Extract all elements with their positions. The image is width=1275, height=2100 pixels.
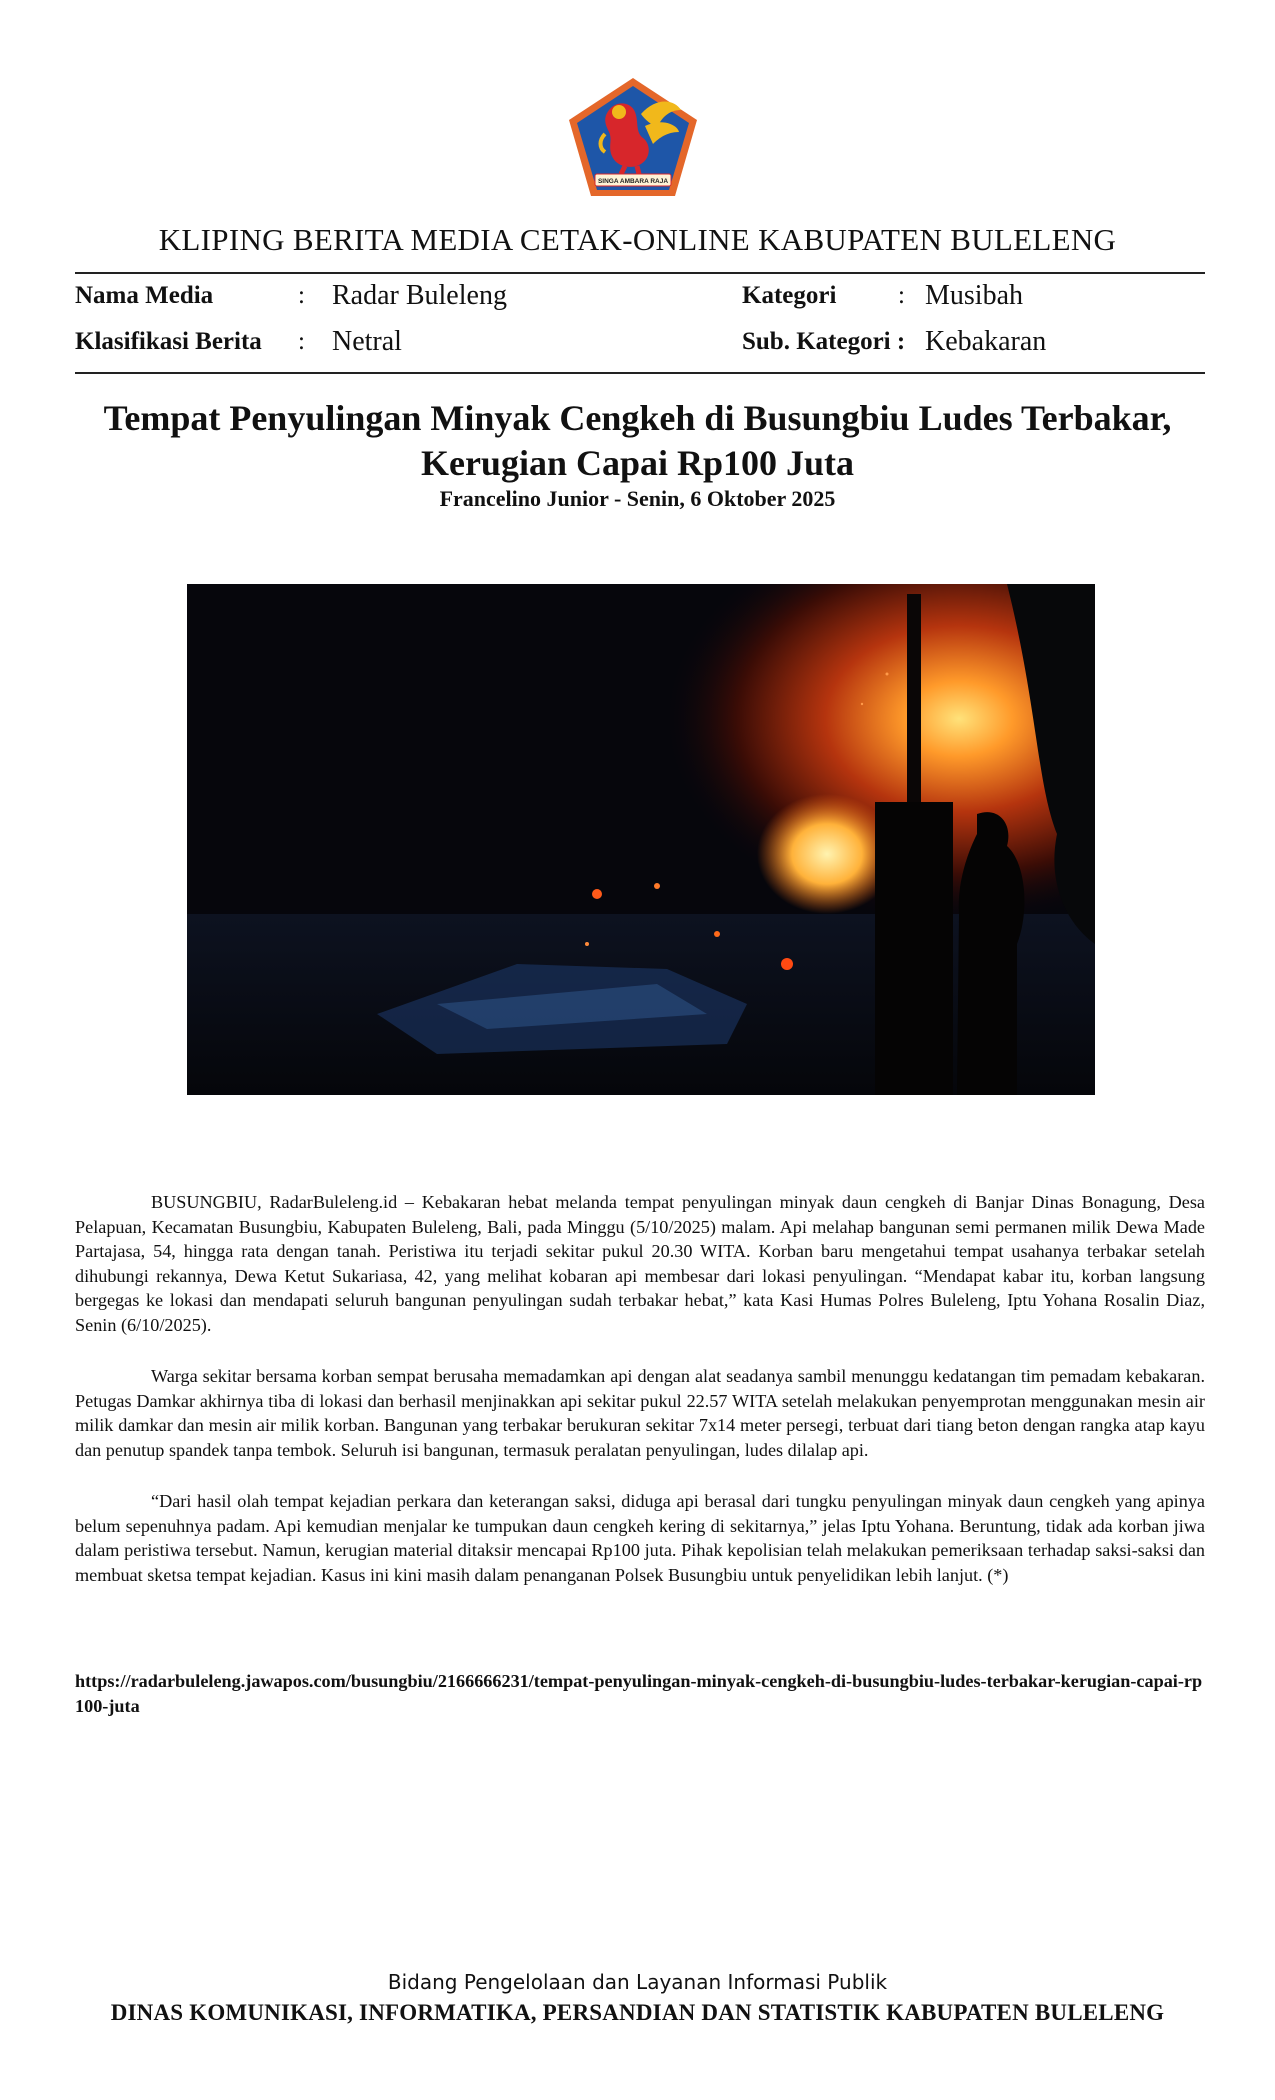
kategori-label: Kategori	[742, 282, 837, 309]
nama-media-colon: :	[298, 282, 305, 309]
nama-media-label: Nama Media	[75, 282, 214, 309]
sub-kategori-value: Kebakaran	[925, 326, 1047, 357]
klasifikasi-colon: :	[298, 328, 305, 355]
crest-motto: SINGA AMBARA RAJA	[597, 178, 669, 185]
headline-line-2: Kerugian Capai Rp100 Juta	[420, 443, 855, 483]
kategori-value: Musibah	[925, 280, 1023, 311]
article-byline: Francelino Junior - Senin, 6 Oktober 2025	[439, 486, 836, 511]
article-paragraph-1: BUSUNGBIU, RadarBuleleng.id – Kebakaran hebat melanda tempat penyulingan minyak daun cengkeh di Banjar Dinas Bonagung, Desa Pelapuan, Kecamatan Busungbiu, Kabupaten Buleleng, Bali, pada Minggu (5/10/2025) malam. Api melahap bangunan semi permanen milik Dewa Made Partajasa, 54, hingga rata dengan tanah. Peristiwa itu terjadi sekitar pukul 20.30 WITA. Korban baru mengetahui tempat usahanya terbakar setelah dihubungi rekannya, Dewa Ketut Sukariasa, 42, yang melihat kobaran api membesar dari lokasi penyulingan. “Mendapat kabar itu, korban langsung bergegas ke lokasi dan mendapati seluruh bangunan penyulingan sudah terbakar hebat,” kata Kasi Humas Polres Buleleng, Iptu Yohana Rosalin Diaz, Senin (6/10/2025).	[75, 1192, 1205, 1335]
headline-line-1: Tempat Penyulingan Minyak Cengkeh di Busungbiu Ludes Terbakar,	[103, 398, 1172, 438]
bottom-meta-rule	[75, 372, 1205, 374]
fire-scene-illustration	[187, 584, 1095, 1095]
footer-department: Bidang Pengelolaan dan Layanan Informasi Publik	[387, 1970, 888, 1994]
klasifikasi-value: Netral	[332, 326, 402, 357]
top-rule	[75, 272, 1205, 274]
article-paragraph-2: Warga sekitar bersama korban sempat berusaha memadamkan api dengan alat seadanya sambil menunggu kedatangan tim pemadam kebakaran. Petugas Damkar akhirnya tiba di lokasi dan berhasil menjinakkan api sekitar pukul 22.57 WITA setelah melakukan penyemprotan menggunakan mesin air milik damkar dan mesin air milik korban. Bangunan yang terbakar berukuran sekitar 7x14 meter persegi, terbuat dari tiang beton dengan rangka atap kayu dan penutup spandek tanpa tembok. Seluruh isi bangunan, termasuk peralatan penyulingan, ludes dilalap api.	[75, 1366, 1205, 1460]
crest-emblem	[565, 74, 701, 200]
buleleng-crest-logo	[565, 74, 701, 200]
fire-photo	[187, 584, 1095, 1095]
article-body	[75, 1190, 1205, 1614]
klasifikasi-label: Klasifikasi Berita	[75, 328, 262, 355]
article-paragraph-3: “Dari hasil olah tempat kejadian perkara dan keterangan saksi, diduga api berasal dari tungku penyulingan minyak daun cengkeh yang apinya belum sepenuhnya padam. Api kemudian menjalar ke tumpukan daun cengkeh kering di sekitarnya,” jelas Iptu Yohana. Beruntung, tidak ada korban jiwa dalam peristiwa tersebut. Namun, kerugian material ditaksir mencapai Rp100 juta. Pihak kepolisian telah melakukan pemeriksaan terhadap saksi-saksi dan membuat sketsa tempat kejadian. Kasus ini kini masih dalam penanganan Polsek Busungbiu untuk penyelidikan lebih lanjut. (*)	[75, 1491, 1205, 1585]
kategori-colon: :	[898, 282, 905, 309]
sub-kategori-label: Sub. Kategori :	[742, 328, 906, 355]
source-url-link[interactable]: https://radarbuleleng.jawapos.com/busungbiu/2166666231/tempat-penyulingan-minyak-cengkeh-di-busungbiu-ludes-terbakar-kerugian-capai-rp100-juta	[75, 1671, 1203, 1716]
nama-media-value: Radar Buleleng	[332, 280, 507, 311]
footer-agency: DINAS KOMUNIKASI, INFORMATIKA, PERSANDIAN DAN STATISTIK KABUPATEN BULELENG	[110, 2000, 1165, 2025]
article-headline	[75, 396, 1200, 486]
document-title: KLIPING BERITA MEDIA CETAK-ONLINE KABUPATEN BULELENG	[158, 222, 1117, 257]
